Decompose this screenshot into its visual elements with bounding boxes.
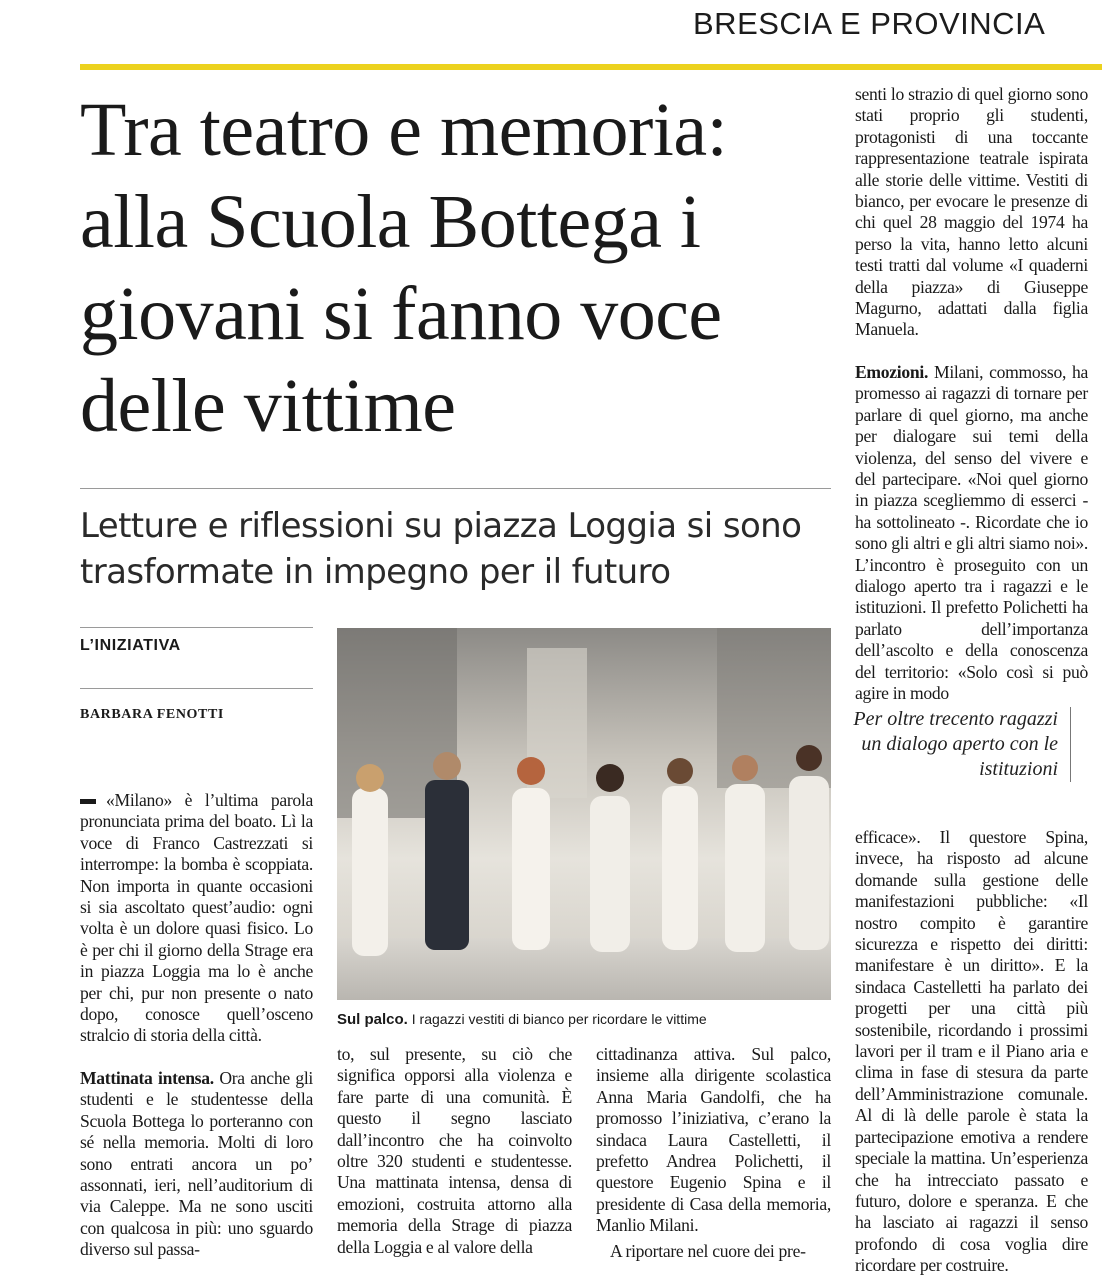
article-column-1 (80, 790, 313, 1261)
section-title: BRESCIA E PROVINCIA (693, 6, 1046, 41)
article-column-3 (596, 1044, 831, 1262)
byline: BARBARA FENOTTI (80, 707, 224, 722)
article-column-4-bottom (855, 827, 1088, 1277)
column-4-lead-in: Emozioni. (855, 361, 929, 382)
column-1-lead-in: Mattinata intensa. (80, 1067, 214, 1088)
column-1-paragraph-1: «Milano» è l’ultima parola pronunciata prima del boato. Lì la voce di Franco Castrezzati si interrompe: la bomba è scoppiata. Non importa in quante occasioni si sia ascoltato quest’audio: ogni volta è un dolore quasi fisico. Lo è per chi il giorno della Strage era in piazza Loggia ma lo è anche per chi, pur non presente o nato dopo, conosce quell’osceno stralcio di storia della città. (80, 790, 313, 1046)
column-4-paragraph-1: senti lo strazio di quel giorno sono stati proprio gli studenti, protagonisti di una toccante rappresentazione teatrale ispirata alle storie delle vittime. Vestiti di bianco, per evocare le presenze di chi quel 28 maggio del 1974 ha perso la vita, hanno letto alcuni testi tratti dal volume «I quaderni della piazza» di Giuseppe Magurno, adattati dalla figlia Manuela. (855, 84, 1088, 340)
column-4-paragraph-3: efficace». Il questore Spina, invece, ha risposto ad alcune domande sulla gestione delle manifestazioni pubbliche: «Il nostro compito è garantire sicurezza e rispetto dei diritti: manifestare è un diritto». E la sindaca Castelletti ha parlato dei progetti per una città più sostenibile, ricordando i prossimi lavori per il tram e il Piano aria e clima in fase di stesura da parte dell’Amministrazione comunale. Al di là delle parole è stata la partecipazione emotiva a rendere speciale la mattina. Un’esperienza che ha intrecciato passato e futuro, dolore e speranza. E che ha lasciato ai ragazzi il senso profondo di cosa voglia dire ricordare per costruire. (855, 827, 1088, 1276)
article-column-4-top (855, 84, 1088, 704)
photo-caption (337, 1011, 831, 1028)
headline: Tra teatro e memoria: alla Scuola Bottega i giovani si fanno voce delle vittime (80, 88, 728, 448)
section-accent-bar (80, 64, 1102, 70)
subheadline: Letture e riflessioni su piazza Loggia si sono trasformate in impegno per il futuro (80, 506, 802, 592)
kicker-rule-top (80, 627, 313, 628)
kicker-rule-bottom (80, 688, 313, 689)
column-2-paragraph: to, sul presente, su ciò che significa opporsi alla violenza e fare parte di una comunità. È questo il segno lasciato dall’incontro che ha coinvolto oltre 320 studenti e studentesse. Una mattinata intensa, densa di emozioni, costruita attorno alla memoria della Strage di piazza della Loggia e al valore della (337, 1044, 572, 1257)
paragraph-marker (80, 799, 96, 804)
kicker: L’INIZIATIVA (80, 637, 181, 654)
article-photo (337, 628, 831, 1000)
column-3-paragraph-1: cittadinanza attiva. Sul palco, insieme alla dirigente scolastica Anna Maria Gandolfi, che ha promosso l’iniziativa, c’erano la sindaca Laura Castelletti, il prefetto Andrea Polichetti, il questore Eugenio Spina e il presidente di Casa della memoria, Manlio Milani. (596, 1044, 831, 1236)
column-4-paragraph-2: Milani, commosso, ha promesso ai ragazzi di tornare per parlare di quel giorno, ma anche per dialogare sui temi della violenza, del senso del vivere e del partecipare. «Noi quel giorno in piazza scegliemmo di esserci - ha sottolineato -. Ricordate che io sono gli altri e gli altri siamo noi». L’incontro è proseguito con un dialogo aperto tra i ragazzi e le istituzioni. Il prefetto Polichetti ha parlato dell’importanza dell’ascolto e della conoscenza del territorio: «Solo così si può agire in modo (855, 361, 1088, 703)
article-column-2 (337, 1044, 572, 1258)
caption-lead-in: Sul palco. (337, 1011, 408, 1028)
caption-text: I ragazzi vestiti di bianco per ricordare le vittime (407, 1011, 707, 1027)
pull-quote: Per oltre trecento ragazzi un dialogo aperto con le istituzioni (850, 707, 1071, 782)
column-1-paragraph-2: Ora anche gli studenti e le studentesse della Scuola Bottega lo porteranno con sé nella memoria. Molti di loro sono entrati ancora un po’ assonnati, ieri, nell’auditorium di via Caleppe. Ma ne sono usciti con qualcosa in più: uno sguardo diverso sul passa- (80, 1067, 313, 1260)
headline-divider (80, 488, 831, 489)
column-3-paragraph-2: A riportare nel cuore dei pre- (610, 1240, 806, 1261)
